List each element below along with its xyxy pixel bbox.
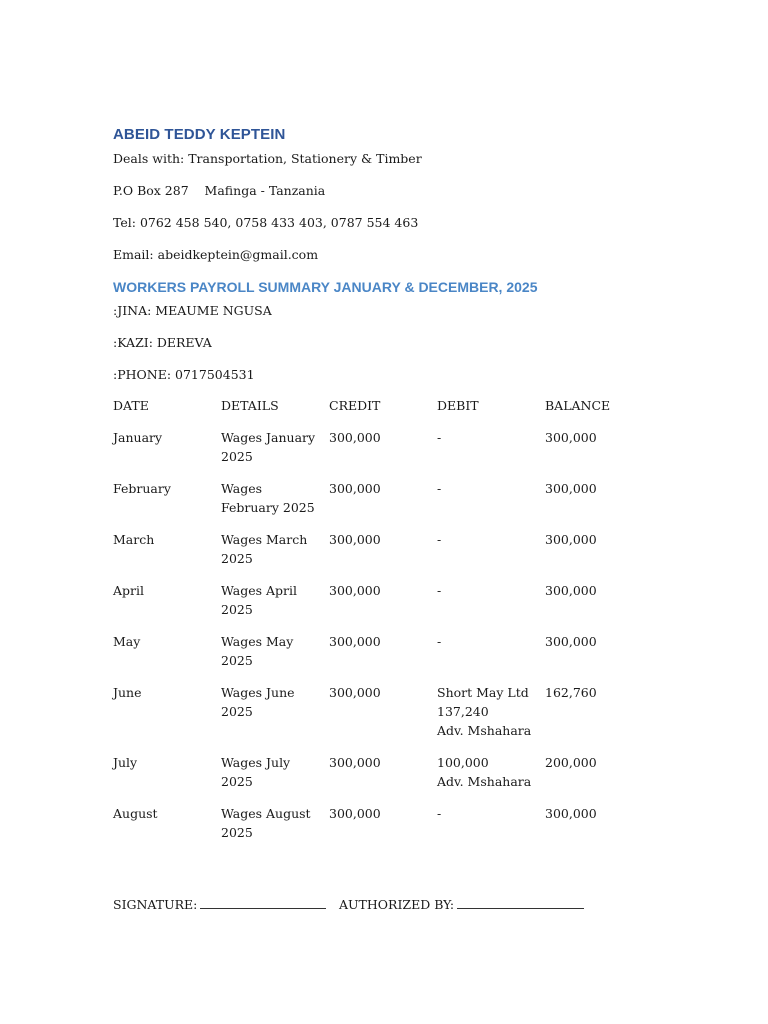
debit-cell <box>437 753 545 804</box>
signature-line <box>113 897 326 912</box>
header-debit: DEBIT <box>437 398 479 413</box>
details-cell <box>221 530 329 581</box>
details-line: 2025 <box>221 704 253 719</box>
details-line: February 2025 <box>221 500 315 515</box>
table-row <box>113 683 635 753</box>
header-date: DATE <box>113 398 149 413</box>
debit-line: Short May Ltd <box>437 685 529 700</box>
balance-cell: 300,000 <box>545 583 597 598</box>
date-cell: January <box>113 430 163 445</box>
signature-blank <box>200 897 326 909</box>
signature-label: SIGNATURE: <box>113 897 198 912</box>
table-row <box>113 530 635 581</box>
details-line: Wages June <box>221 685 295 700</box>
details-line: 2025 <box>221 551 253 566</box>
debit-line: 100,000 <box>437 755 489 770</box>
authorized-label: AUTHORIZED BY: <box>339 897 455 912</box>
worker-job: :KAZI: DEREVA <box>113 335 212 350</box>
credit-cell: 300,000 <box>329 806 381 821</box>
details-line: Wages <box>221 481 263 496</box>
balance-cell: 300,000 <box>545 430 597 445</box>
details-line: Wages March <box>221 532 308 547</box>
company-email: Email: abeidkeptein@gmail.com <box>113 247 319 262</box>
company-name: ABEID TEDDY KEPTEIN <box>113 126 286 143</box>
credit-cell: 300,000 <box>329 583 381 598</box>
company-deals: Deals with: Transportation, Stationery & Timber <box>113 151 422 166</box>
table-row <box>113 804 635 855</box>
debit-line: - <box>437 481 442 496</box>
details-line: Wages May <box>221 634 294 649</box>
table-row <box>113 632 635 683</box>
details-cell <box>221 804 329 855</box>
debit-line: - <box>437 430 442 445</box>
balance-cell: 300,000 <box>545 634 597 649</box>
debit-cell <box>437 632 545 683</box>
debit-cell <box>437 479 545 530</box>
balance-cell: 162,760 <box>545 685 597 700</box>
date-cell: March <box>113 532 155 547</box>
details-line: Wages January <box>221 430 316 445</box>
details-cell <box>221 581 329 632</box>
credit-cell: 300,000 <box>329 685 381 700</box>
header-details: DETAILS <box>221 398 279 413</box>
header-balance: BALANCE <box>545 398 611 413</box>
balance-cell: 300,000 <box>545 532 597 547</box>
details-line: 2025 <box>221 825 253 840</box>
credit-cell: 300,000 <box>329 481 381 496</box>
debit-line: 137,240 <box>437 704 489 719</box>
details-line: 2025 <box>221 653 253 668</box>
debit-cell <box>437 804 545 855</box>
date-cell: May <box>113 634 141 649</box>
table-row <box>113 428 635 479</box>
date-cell: July <box>113 755 138 770</box>
company-address: P.O Box 287 Mafinga - Tanzania <box>113 183 326 198</box>
debit-line: - <box>437 634 442 649</box>
header-credit: CREDIT <box>329 398 381 413</box>
payroll-table <box>113 396 635 855</box>
date-cell: February <box>113 481 171 496</box>
details-line: Wages April <box>221 583 298 598</box>
debit-cell <box>437 683 545 753</box>
credit-cell: 300,000 <box>329 532 381 547</box>
worker-name: :JINA: MEAUME NGUSA <box>113 303 272 318</box>
debit-line: Adv. Mshahara <box>437 723 532 738</box>
balance-cell: 300,000 <box>545 481 597 496</box>
date-cell: April <box>113 583 144 598</box>
details-line: Wages July <box>221 755 291 770</box>
debit-cell <box>437 530 545 581</box>
company-tel: Tel: 0762 458 540, 0758 433 403, 0787 554 463 <box>113 215 419 230</box>
table-row <box>113 581 635 632</box>
debit-cell <box>437 581 545 632</box>
balance-cell: 300,000 <box>545 806 597 821</box>
debit-line: - <box>437 806 442 821</box>
table-row <box>113 479 635 530</box>
table-row <box>113 753 635 804</box>
authorized-line <box>339 897 584 912</box>
credit-cell: 300,000 <box>329 430 381 445</box>
table-header-row <box>113 396 635 428</box>
credit-cell: 300,000 <box>329 755 381 770</box>
details-cell <box>221 683 329 753</box>
details-cell <box>221 632 329 683</box>
debit-cell <box>437 428 545 479</box>
details-line: Wages August <box>221 806 311 821</box>
worker-phone: :PHONE: 0717504531 <box>113 367 255 382</box>
details-line: 2025 <box>221 602 253 617</box>
credit-cell: 300,000 <box>329 634 381 649</box>
table-body <box>113 428 635 855</box>
debit-line: - <box>437 532 442 547</box>
balance-cell: 200,000 <box>545 755 597 770</box>
details-line: 2025 <box>221 774 253 789</box>
date-cell: June <box>113 685 142 700</box>
details-cell <box>221 428 329 479</box>
debit-line: Adv. Mshahara <box>437 774 532 789</box>
report-title: WORKERS PAYROLL SUMMARY JANUARY & DECEMBER, 2025 <box>113 279 538 295</box>
date-cell: August <box>113 806 158 821</box>
details-cell <box>221 479 329 530</box>
details-cell <box>221 753 329 804</box>
authorized-blank <box>457 897 584 909</box>
details-line: 2025 <box>221 449 253 464</box>
debit-line: - <box>437 583 442 598</box>
